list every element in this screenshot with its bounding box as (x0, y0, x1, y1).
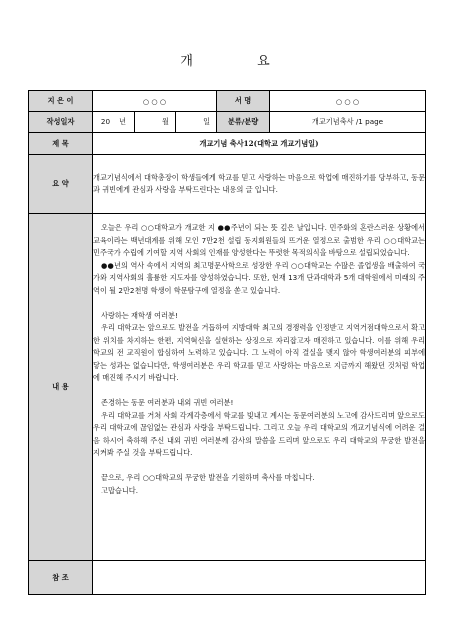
content-body (93, 214, 426, 561)
writer-value: ○ ○ ○ (93, 91, 217, 112)
subject-value: 개교기념 축사12(대학교 개교기념일) (93, 133, 426, 155)
content-paragraph: 우리 대학교를 거쳐 사회 각계각층에서 학교를 빛내고 계시는 동문여러분의 노고에 감사드리며 앞으로도 우리 대학교에 끊임없는 관심과 사랑을 부탁드립니다. 그리고 오늘 우리 대학교의 개교기념식에 어려운 걸음 하시어 축하해 주신 내외 귀빈 여러분께 감사의 말씀을 드리며 앞으로도 우리 대학교의 무궁한 발전을 지켜봐 주실 것을 부탁드립니다. (93, 410, 426, 457)
summary-form-table (28, 90, 426, 595)
subject-label: 제 목 (29, 133, 93, 155)
signature-value: ○ ○ ○ (270, 91, 426, 112)
date-month-unit: 월 (135, 112, 176, 133)
content-paragraph: 사랑하는 재학생 여러분! (101, 310, 178, 320)
reference-row (29, 561, 426, 595)
date-year: 20 (100, 117, 111, 126)
content-paragraph: 끝으로, 우리 ○○대학교의 무궁한 발전을 기원하며 축사를 마칩니다. (101, 473, 315, 482)
date-day-unit: 일 (176, 112, 217, 133)
content-row (29, 214, 426, 561)
category-label: 분류/분량 (217, 112, 270, 133)
content-paragraph: 우리 대학교는 앞으로도 발전을 거듭하여 지방대학 최고의 경쟁력을 인정받고 지역거점대학으로서 확고한 위치를 차지하는 한편, 지역혁신을 실현하는 상징으로 자리잡고자 매진하고 있습니다. 이를 위해 우리 학교의 전 교직원이 합심하여 노력하고 있습니다. 그 노력이 아직 결실을 맺지 않아 학생여러분의 피부에 닿는 성과는 없습니다만, 학생여러분은 우리 학교를 믿고 사랑하는 마음으로 지금까지 해왔던 것처럼 학업에 매진해 주시기 바랍니다. (93, 323, 426, 382)
content-paragraph: 고맙습니다. (101, 485, 139, 495)
signature-label: 서 명 (217, 91, 270, 112)
summary-row (29, 155, 426, 214)
writer-label: 지 은 이 (29, 91, 93, 112)
date-year-unit: 년 (119, 117, 127, 126)
reference-value (93, 561, 426, 595)
document-title: 개 요 (180, 54, 300, 69)
writer-row (29, 91, 426, 112)
date-row (29, 112, 426, 133)
category-value: 개교기념축사 /1 page (270, 112, 426, 133)
reference-label: 참 조 (29, 561, 93, 595)
content-paragraph: ●●년의 역사 속에서 지역의 최고명문사학으로 성장한 우리 ○○대학교는 수많은 졸업생을 배출하여 국가와 지역사회의 훌륭한 지도자를 양성하였습니다. 또한, 현재 13개 단과대학과 5개 대학원에서 미래의 주역이 될 2만2천명 학생이 학문탐구에 열정을 쏟고 있습니다. (93, 260, 426, 295)
summary-text: 개교기념식에서 대학총장이 학생들에게 학교를 믿고 사랑하는 마음으로 학업에 매진하기를 당부하고, 동문과 귀빈에게 관심과 사랑을 부탁드린다는 내용의 글 입니다. (93, 155, 426, 214)
content-paragraph: 존경하는 동문 여러분과 내외 귀빈 여러분! (101, 398, 234, 407)
date-label: 작성일자 (29, 112, 93, 133)
content-paragraph: 오늘은 우리 ○○대학교가 개교한 지 ●●주년이 되는 뜻 깊은 날입니다. 민주화의 혼란스러운 상황에서 교육이라는 백년대계를 위해 모인 7만2천 설립 동지회원들의 뜨거운 열정으로 출범한 우리 ○○대학교는 민주국가 수립에 기여할 지역 사회의 인재를 양성한다는 뚜렷한 목적의식을 바탕으로 설립되었습니다. (93, 223, 426, 257)
summary-label: 요 약 (29, 155, 93, 214)
date-year-cell (93, 112, 135, 133)
subject-row (29, 133, 426, 155)
content-label: 내 용 (29, 214, 93, 561)
